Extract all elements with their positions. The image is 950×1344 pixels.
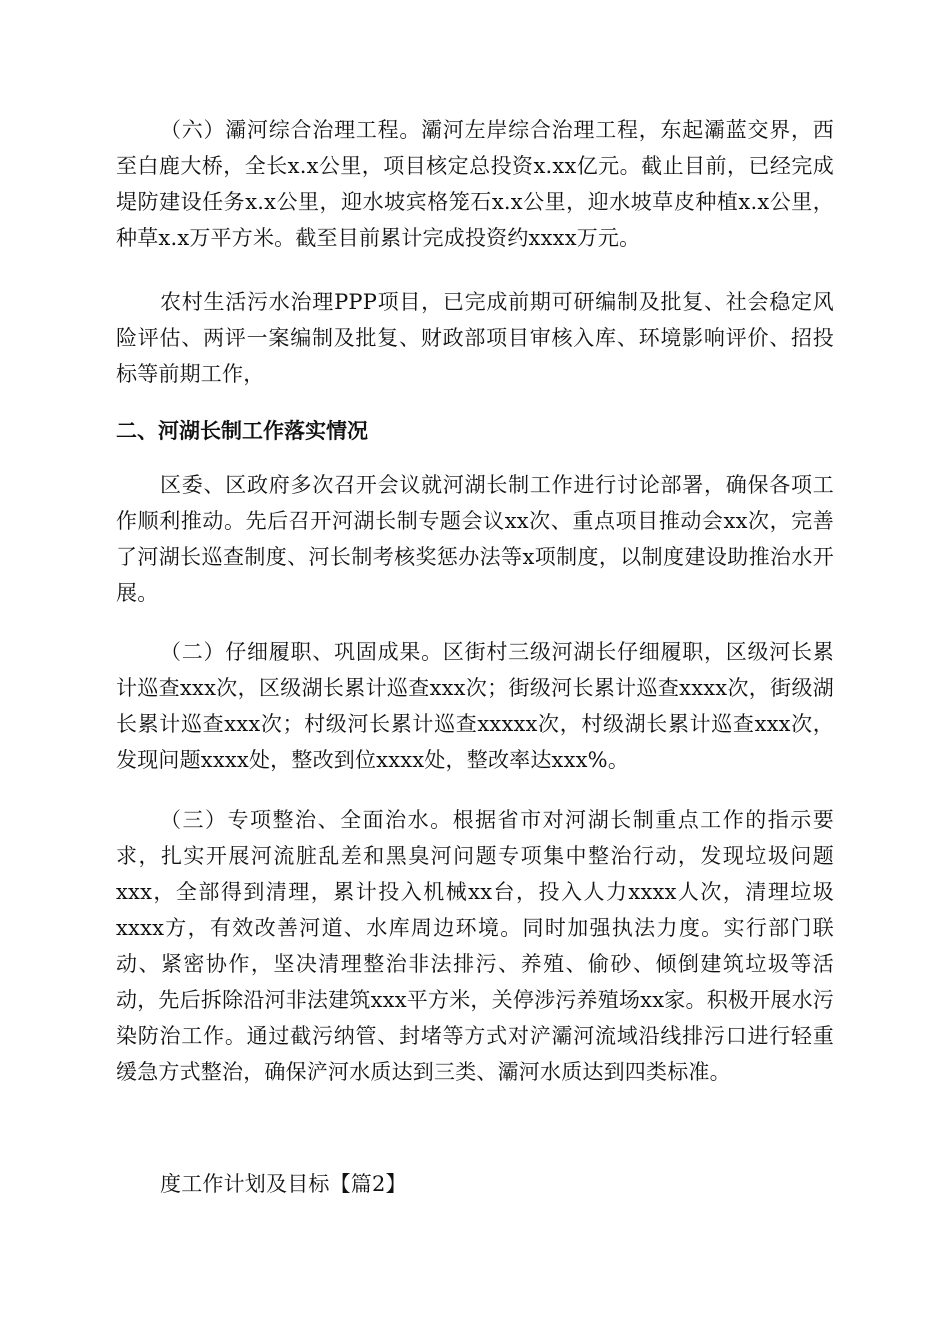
paragraph-special-rectification: （三）专项整治、全面治水。根据省市对河湖长制重点工作的指示要求，扎实开展河流脏乱差和黑臭河问题专项集中整治行动，发现垃圾问题xxx，全部得到清理，累计投入机械xx台，投入人力xxxx人次，清理垃圾xxxx方，有效改善河道、水库周边环境。同时加强执法力度。实行部门联动、紧密协作，坚决清理整治非法排污、养殖、偷砂、倾倒建筑垃圾等活动，先后拆除沿河非法建筑xxx平方米，关停涉污养殖场xx家。积极开展水污染防治工作。通过截污纳管、封堵等方式对浐灞河流域沿线排污口进行轻重缓急方式整治，确保浐河水质达到三类、灞河水质达到四类标准。: [116, 808, 834, 1084]
paragraph-work-plan-title: 度工作计划及目标【篇2】: [160, 1172, 407, 1196]
paragraph-river-lake-chief-meetings: 区委、区政府多次召开会议就河湖长制工作进行讨论部署，确保各项工作顺利推动。先后召开河湖长制专题会议xx次、重点项目推动会xx次，完善了河湖长巡查制度、河长制考核奖惩办法等x项制度，以制度建设助推治水开展。: [116, 473, 834, 605]
section-heading: 二、河湖长制工作落实情况: [116, 419, 368, 443]
paragraph-bahe-project: （六）灞河综合治理工程。灞河左岸综合治理工程，东起灞蓝交界，西至白鹿大桥，全长x.x公里，项目核定总投资x.xx亿元。截止目前，已经完成堤防建设任务x.x公里，迎水坡宾格笼石x.x公里，迎水坡草皮种植x.x公里，种草x.x万平方米。截至目前累计完成投资约xxxx万元。: [116, 118, 834, 250]
paragraph-rural-sewage-ppp: 农村生活污水治理PPP项目，已完成前期可研编制及批复、社会稳定风险评估、两评一案编制及批复、财政部项目审核入库、环境影响评价、招投标等前期工作，: [116, 290, 834, 386]
paragraph-patrol-duties: （二）仔细履职、巩固成果。区街村三级河湖长仔细履职，区级河长累计巡查xxx次，区级湖长累计巡查xxx次；街级河长累计巡查xxxx次，街级湖长累计巡查xxx次；村级河长累计巡查xxxxx次，村级湖长累计巡查xxx次，发现问题xxxx处，整改到位xxxx处，整改率达xxx%。: [116, 640, 834, 772]
